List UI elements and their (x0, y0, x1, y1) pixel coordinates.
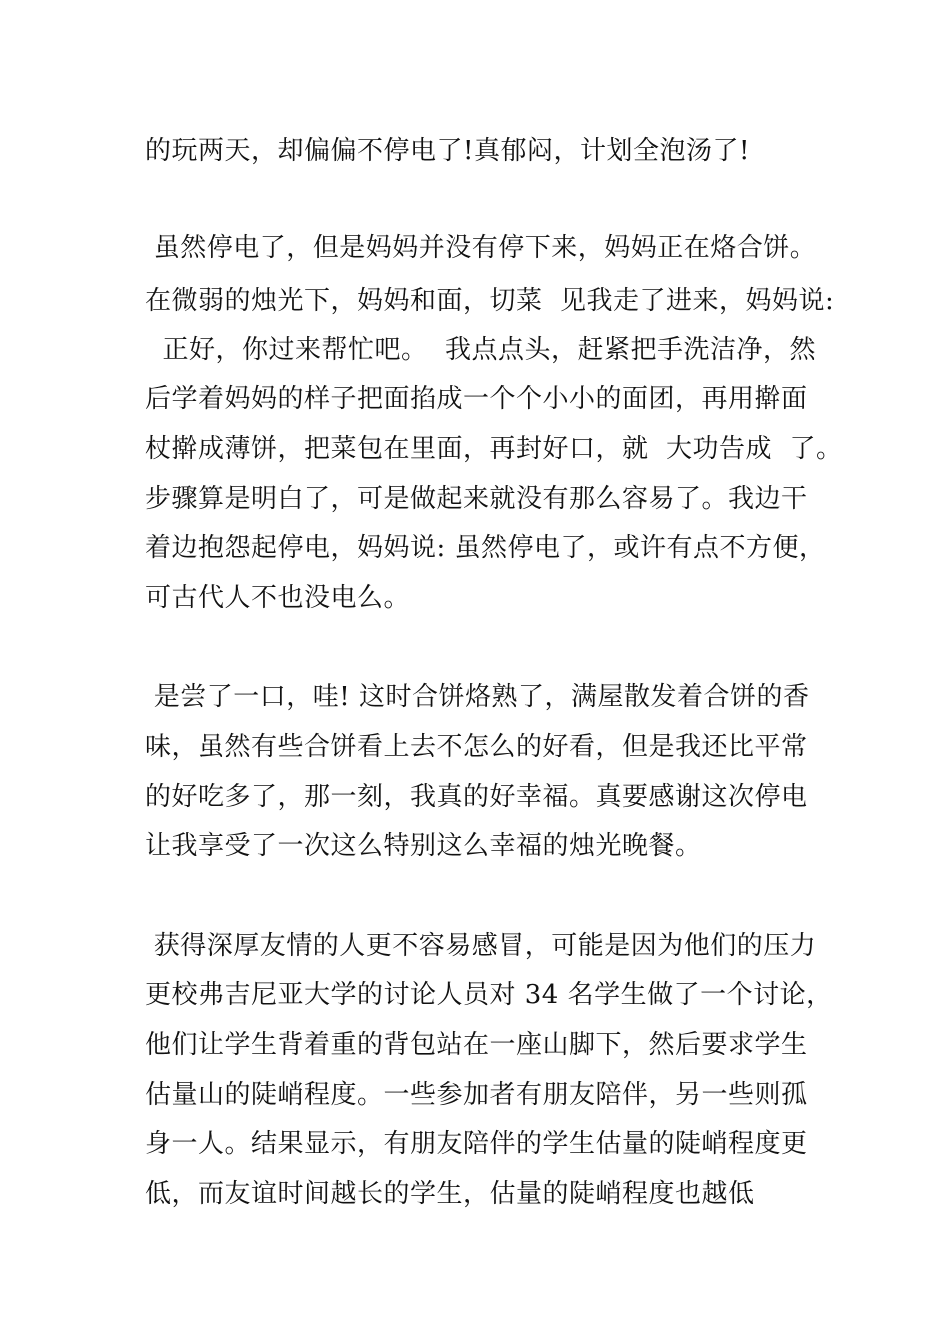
text-line: 估量山的陡峭程度。一些参加者有朋友陪伴，另一些则孤 (145, 1080, 808, 1110)
text-line: 让我享受了一次这么特别这么幸福的烛光晚餐。 (145, 831, 702, 861)
text-line: 在微弱的烛光下，妈妈和面，切菜 见我走了进来，妈妈说: (145, 286, 835, 316)
text-line: 的好吃多了，那一刻，我真的好幸福。真要感谢这次停电 (145, 782, 808, 812)
text-line: 是尝了一口，哇! 这时合饼烙熟了，满屋散发着合饼的香 (145, 682, 810, 712)
text-line: 获得深厚友情的人更不容易感冒，可能是因为他们的压力 (145, 931, 817, 961)
text-line: 正好，你过来帮忙吧。 我点点头，赶紧把手洗洁净，然 (145, 335, 817, 365)
text-line: 他们让学生背着重的背包站在一座山脚下，然后要求学生 (145, 1030, 808, 1060)
text-line: 着边抱怨起停电，妈妈说: 虽然停电了，或许有点不方便， (145, 533, 826, 563)
text-line: 可古代人不也没电么。 (145, 583, 411, 613)
text-line: 身一人。结果显示，有朋友陪伴的学生估量的陡峭程度更 (145, 1129, 808, 1159)
text-line: 的玩两天，却偏偏不停电了!真郁闷，计划全泡汤了! (145, 136, 750, 166)
text-line: 杖擀成薄饼，把菜包在里面，再封好口，就 大功告成 了。 (145, 434, 843, 464)
text-line: 后学着妈妈的样子把面掐成一个个小小的面团，再用擀面 (145, 384, 808, 414)
text-line: 步骤算是明白了，可是做起来就没有那么容易了。我边干 (145, 484, 808, 514)
text-line: 低，而友谊时间越长的学生，估量的陡峭程度也越低 (145, 1179, 755, 1209)
text-line: 虽然停电了，但是妈妈并没有停下来，妈妈正在烙合饼。 (145, 233, 817, 263)
text-line: 味，虽然有些合饼看上去不怎么的好看，但是我还比平常 (145, 732, 808, 762)
text-line: 更校弗吉尼亚大学的讨论人员对 34 名学生做了一个讨论， (145, 980, 833, 1010)
